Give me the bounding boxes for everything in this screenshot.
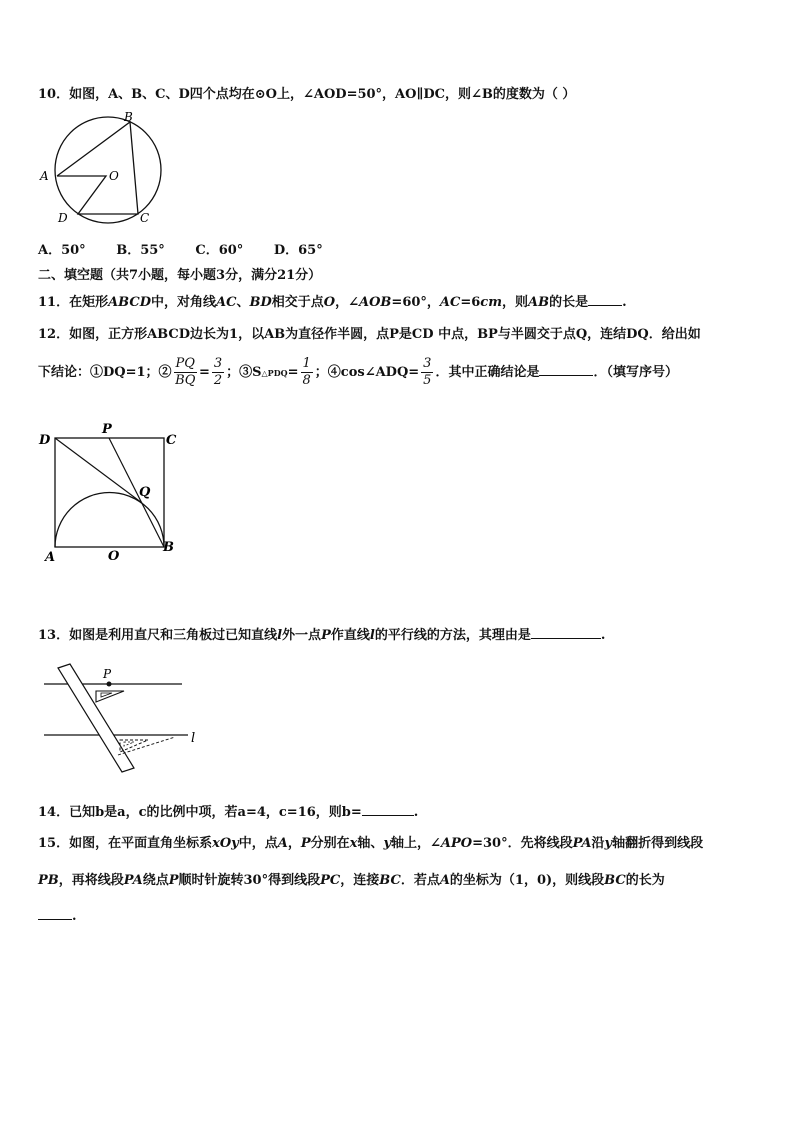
q13-ruler-triangle-figure [40, 660, 210, 782]
semicircle [55, 493, 164, 547]
label-d: D [58, 211, 68, 225]
q12-square-figure [36, 420, 186, 568]
q15-answer-blank[interactable] [38, 907, 72, 920]
q12-line2: 下结论：①DQ=1；② $\frac{PQ}{BQ}$ = $\frac{3}{2}$ ；③S△PDQ= $\frac{1}{8}$ ；④cos∠ADQ= $\frac{3}{5}$ ．其中正确结论是 ．（填写序号） [38, 356, 678, 388]
frac-pq-bq: $\frac{PQ}{BQ}$ [175, 356, 196, 388]
option-c: C．60° [195, 243, 244, 258]
section-heading: 二、填空题（共7小题，每小题3分，满分21分） [38, 268, 322, 283]
circle-o [55, 117, 161, 223]
frac-3-5: $\frac{3}{5}$ [423, 356, 432, 388]
label-q: Q [139, 485, 151, 500]
q13-text: 13．如图是利用直尺和三角板过已知直线l外一点P作直线l的平行线的方法，其理由是 . [38, 628, 606, 643]
label-c: C [166, 433, 177, 448]
q15-line3: . [38, 907, 77, 924]
frac-1-8: $\frac{1}{8}$ [302, 356, 311, 388]
q14-text: 14．已知b是a，c的比例中项，若a=4，c=16，则b= . [38, 805, 419, 820]
q13-answer-blank[interactable] [531, 626, 601, 639]
q10-stem: 10．如图，A、B、C、D四个点均在⊙O上，∠AOD=50°，AO∥DC，则∠B的度数为（ ） [38, 87, 576, 102]
option-d: D．65° [273, 243, 323, 258]
option-b: B．55° [116, 243, 165, 258]
option-a: A．50° [38, 243, 86, 258]
q10-options [38, 239, 323, 258]
point-p [107, 682, 112, 687]
label-b: B [124, 110, 133, 124]
label-p: P [103, 667, 112, 681]
quadrilateral-lines [57, 122, 138, 214]
label-c: C [140, 211, 150, 225]
q12-answer-blank[interactable] [539, 363, 593, 376]
label-b: B [163, 540, 174, 555]
q12-line1: 12．如图，正方形ABCD边长为1，以AB为直径作半圆，点P是CD 中点，BP与半圆交于点Q，连结DQ．给出如 [38, 327, 701, 342]
triangle-lower-inner-dashed [124, 742, 134, 746]
frac-3-2: $\frac{3}{2}$ [213, 356, 223, 388]
q14-answer-blank[interactable] [362, 803, 414, 816]
ruler [58, 664, 134, 772]
label-l: l [191, 731, 196, 746]
label-a: A [45, 550, 56, 565]
label-a: A [40, 169, 49, 183]
q11-text: 11．在矩形ABCD中，对角线AC、BD相交于点O，∠AOB=60°，AC=6cm，则AB的长是 . [38, 295, 627, 310]
label-d: D [39, 433, 51, 448]
q15-line2: PB，再将线段PA绕点P顺时针旋转30°得到线段PC，连接BC．若点A的坐标为（1，0)，则线段BC的长为 [38, 873, 665, 888]
q11-answer-blank[interactable] [588, 293, 622, 306]
label-o: O [109, 169, 119, 183]
label-o: O [108, 549, 120, 564]
q10-circle-figure [36, 108, 166, 230]
q15-line1: 15．如图，在平面直角坐标系xOy中，点A，P分别在x轴、y轴上，∠APO=30°．先将线段PA沿y轴翻折得到线段 [38, 836, 704, 851]
label-p: P [102, 422, 112, 437]
